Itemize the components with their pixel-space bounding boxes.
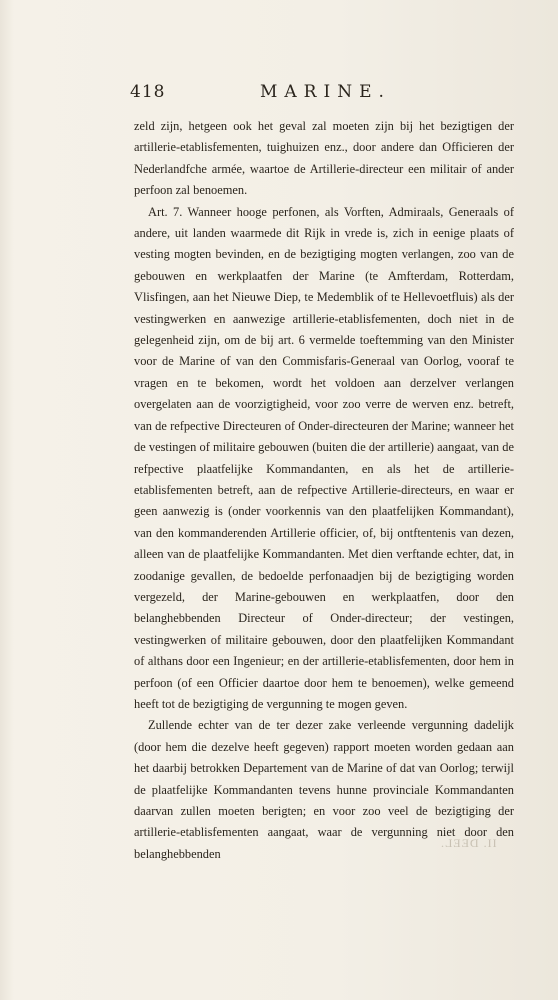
bleed-through-signature-mark: II. DEEL. <box>440 836 497 850</box>
page-header <box>130 82 510 106</box>
paragraph-article-7: Art. 7. Wanneer hooge perfonen, als Vorften, Admiraals, Generaals of andere, uit landen waarmede dit Rijk in vrede is, zich in eenige plaats of vesting mogten bevinden, en de bezigtiging mogten verlangen, zoo van de gebouwen en werkplaatfen der Marine (te Amfterdam, Rotterdam, Vlisfingen, aan het Nieuwe Diep, te Medemblik of te Hellevoetfluis) als der vestingwerken en aanwezige artillerie-etablisfementen, doch niet in de gelegenheid zijn, om de bij art. 6 vermelde toeftemming van den Minister voor de Marine of van den Commisfaris-Generaal van Oorlog, vooraf te vragen en te bekomen, wordt het voldoen aan derzelver verlangen overgelaten aan de voorzigtigheid, voor zoo verre de werven enz. betreft, van de refpective Directeuren of Onder-directeuren der Marine; wanneer het de vestingen of militaire gebouwen (buiten die der artillerie) aangaat, van de refpective plaatfelijke Kommandanten, en als het de artillerie-etablisfementen betreft, aan de refpective Artillerie-directeurs, en waar er geen aanwezig is (onder voorkennis van den plaatfelijken Kommandant), van den kommanderenden Artillerie officier, of, bij ontftentenis van dezen, alleen van de plaatfelijke Kommandanten. Met dien verftande echter, dat, in zoodanige gevallen, de bedoelde perfonaadjen bij de bezigtiging worden vergezeld, der Marine-gebouwen en werkplaatfen, door den belanghebbenden Directeur of Onder-directeur; der vestingen, vestingwerken of militaire gebouwen, door den plaatfelijken Kommandant of althans door een Ingenieur; en der artillerie-etablisfementen, door hem in perfoon (of een Officier daartoe door hem te benoemen), welke gemeend heeft tot de bezigtiging de vergunning te mogen geven. <box>134 204 514 711</box>
page-number: 418 <box>130 82 166 102</box>
body-text <box>134 116 514 865</box>
paragraph-continuation: zeld zijn, hetgeen ook het geval zal moeten zijn bij het bezigtigen der artillerie-etablisfementen, tuighuizen enz., door andere dan Officieren der Nederlandfche armée, waartoe de Artillerie-directeur een militair of ander perfoon zal benoemen. <box>134 119 514 198</box>
paragraph-zullende: Zullende echter van de ter dezer zake verleende vergunning dadelijk (door hem die dezelve heeft gegeven) rapport moeten worden gedaan aan het daarbij betrokken Departement van de Marine of dat van Oorlog; terwijl de plaatfelijke Kommandanten tevens hunne provinciale Kommandanten daarvan zullen moeten berigten; en voor zoo veel de bezigtiging der artillerie-etablisfementen aangaat, waar de vergunning niet door den belanghebbenden <box>134 718 514 861</box>
running-title: MARINE. <box>260 82 391 102</box>
